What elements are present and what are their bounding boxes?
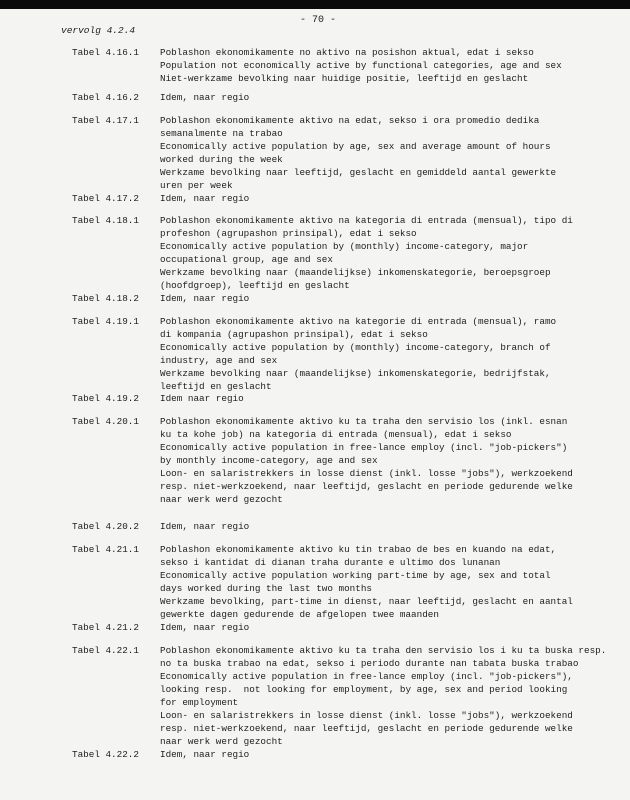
description-line: naar werk werd gezocht xyxy=(160,494,283,505)
table-description xyxy=(160,91,249,104)
table-number: Tabel 4.16.2 xyxy=(72,92,139,103)
description-line: by monthly income-category, age and sex xyxy=(160,455,378,466)
description-line: Idem, naar regio xyxy=(160,293,250,304)
description-line: Economically active population by age, sex and average amount of hours xyxy=(160,141,551,152)
table-description xyxy=(160,192,249,205)
description-line: Idem, naar regio xyxy=(160,193,250,204)
description-line: Werkzame bevolking naar leeftijd, geslacht en gemiddeld aantal gewerkte xyxy=(160,167,557,178)
table-number: Tabel 4.18.2 xyxy=(72,293,139,304)
table-number: Tabel 4.18.1 xyxy=(72,215,139,226)
table-description xyxy=(160,520,249,533)
description-line: Economically active population in free-lance employ (incl. "job-pickers"), xyxy=(160,671,573,682)
description-line: Poblashon ekonomikamente aktivo ku ta traha den servisio los (inkl. esnan xyxy=(160,416,568,427)
description-line: uren per week xyxy=(160,180,233,191)
table-number: Tabel 4.19.1 xyxy=(72,316,139,327)
table-number: Tabel 4.17.2 xyxy=(72,193,139,204)
table-number: Tabel 4.22.1 xyxy=(72,645,139,656)
table-description xyxy=(160,415,573,506)
description-line: Idem, naar regio xyxy=(160,749,250,760)
description-line: ku ta kohe job) na kategoria di entrada (mensual), edat i sekso xyxy=(160,429,512,440)
description-line: Poblashon ekonomikamente aktivo na edat, sekso i ora promedio dedika xyxy=(160,115,540,126)
description-line: Niet-werkzame bevolking naar huidige positie, leeftijd en geslacht xyxy=(160,73,529,84)
description-line: Werkzame bevolking naar (maandelijkse) inkomenskategorie, bedrijfstak, xyxy=(160,368,551,379)
table-number: Tabel 4.21.2 xyxy=(72,622,139,633)
description-line: Werkzame bevolking naar (maandelijkse) inkomenskategorie, beroepsgroep xyxy=(160,267,551,278)
description-line: looking resp. not looking for employment, by age, sex and period looking xyxy=(160,684,568,695)
table-description xyxy=(160,315,556,393)
description-line: worked during the week xyxy=(160,154,283,165)
description-line: occupational group, age and sex xyxy=(160,254,333,265)
description-line: Idem, naar regio xyxy=(160,521,250,532)
description-line: Werkzame bevolking, part-time in dienst, naar leeftijd, geslacht en aantal xyxy=(160,596,573,607)
table-description xyxy=(160,392,244,405)
scan-top-edge xyxy=(0,0,630,9)
table-description xyxy=(160,46,562,85)
description-line: Economically active population by (monthly) income-category, major xyxy=(160,241,529,252)
table-description xyxy=(160,644,606,748)
description-line: Poblashon ekonomikamente aktivo na kategoria di entrada (mensual), tipo di xyxy=(160,215,573,226)
description-line: days worked during the last two months xyxy=(160,583,373,594)
description-line: Loon- en salaristrekkers in losse dienst (inkl. losse "jobs"), werkzoekend xyxy=(160,710,573,721)
description-line: semanalmente na trabao xyxy=(160,128,283,139)
table-description xyxy=(160,621,249,634)
description-line: Idem, naar regio xyxy=(160,622,250,633)
description-line: Loon- en salaristrekkers in losse dienst (inkl. losse "jobs"), werkzoekend xyxy=(160,468,573,479)
description-line: sekso i kantidat di dianan traha durante e ultimo dos lunanan xyxy=(160,557,501,568)
table-number: Tabel 4.20.1 xyxy=(72,416,139,427)
description-line: no ta buska trabao na edat, sekso i periodo durante nan tabata buska trabao xyxy=(160,658,579,669)
description-line: profeshon (agrupashon prinsipal), edat i sekso xyxy=(160,228,417,239)
table-number: Tabel 4.17.1 xyxy=(72,115,139,126)
description-line: industry, age and sex xyxy=(160,355,278,366)
description-line: resp. niet-werkzoekend, naar leeftijd, geslacht en periode gedurende welke xyxy=(160,723,573,734)
description-line: Poblashon ekonomikamente aktivo na kategorie di entrada (mensual), ramo xyxy=(160,316,557,327)
continuation-heading: vervolg 4.2.4 xyxy=(61,25,136,36)
description-line: Poblashon ekonomikamente aktivo ku tin trabao de bes en kuando na edat, xyxy=(160,544,557,555)
description-line: gewerkte dagen gedurende de afgelopen twee maanden xyxy=(160,609,439,620)
table-number: Tabel 4.22.2 xyxy=(72,749,139,760)
table-number: Tabel 4.21.1 xyxy=(72,544,139,555)
table-number: Tabel 4.20.2 xyxy=(72,521,139,532)
table-description xyxy=(160,543,573,621)
description-line: Idem, naar regio xyxy=(160,92,250,103)
description-line: leeftijd en geslacht xyxy=(160,381,272,392)
description-line: Population not economically active by functional categories, age and sex xyxy=(160,60,562,71)
table-description xyxy=(160,292,249,305)
description-line: naar werk werd gezocht xyxy=(160,736,283,747)
table-number: Tabel 4.19.2 xyxy=(72,393,139,404)
description-line: Poblashon ekonomikamente no aktivo na posishon aktual, edat i sekso xyxy=(160,47,534,58)
page-number: - 70 - xyxy=(300,15,337,26)
table-number: Tabel 4.16.1 xyxy=(72,47,139,58)
description-line: for employment xyxy=(160,697,239,708)
table-description xyxy=(160,114,556,192)
description-line: Economically active population by (monthly) income-category, branch of xyxy=(160,342,551,353)
description-line: Economically active population working part-time by age, sex and total xyxy=(160,570,551,581)
description-line: Economically active population in free-lance employ (incl. "job-pickers") xyxy=(160,442,568,453)
description-line: Idem naar regio xyxy=(160,393,244,404)
description-line: Poblashon ekonomikamente aktivo ku ta traha den servisio los i ku ta buska resp. xyxy=(160,645,607,656)
table-description xyxy=(160,214,573,292)
description-line: (hoofdgroep), leeftijd en geslacht xyxy=(160,280,350,291)
description-line: resp. niet-werkzoekend, naar leeftijd, geslacht en periode gedurende welke xyxy=(160,481,573,492)
description-line: di kompania (agrupashon prinsipal), edat i sekso xyxy=(160,329,428,340)
table-description xyxy=(160,748,249,761)
